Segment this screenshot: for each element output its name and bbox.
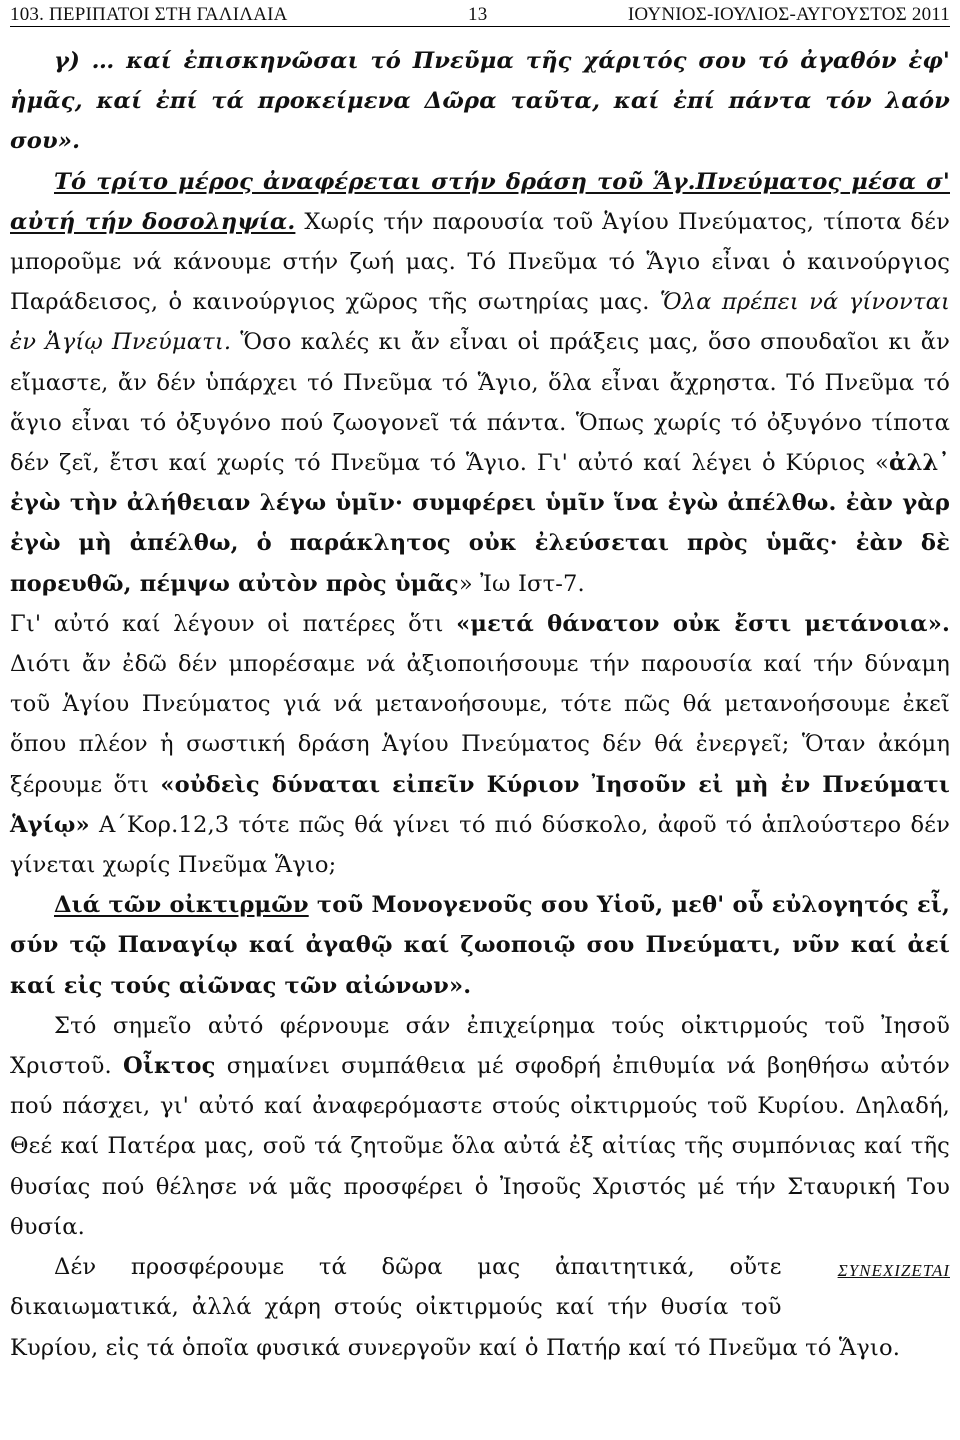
page-number: 13: [468, 4, 488, 25]
paragraph-text: Ὅσο καλές κι ἄν εἶναι οἱ πράξεις μας, ὅσο σπουδαῖοι κι ἄν εἴμαστε, ἄν δέν ὑπάρχει τό Πνεῦμα τό Ἅγιο, ὅλα εἶναι ἄχρηστα. Τό Πνεῦμα τό ἅγιο εἶναι τό ὀξυγόνο πού ζωογονεῖ τά πάντα. Ὅπως χωρίς τό ὀξυγόνο τίποτα δέν ζεῖ, ἔτσι καί χωρίς τό Πνεῦμα τό Ἅγιο. Γι' αὐτό καί λέγει ὁ Κύριος «: [10, 329, 951, 477]
prayer-quote-paragraph: [10, 41, 950, 162]
paragraph-text: Χωρίς τήν παρουσία τοῦ Ἁγίου Πνεύματος, τίποτα δέν μποροῦμε νά κάνουμε στήν ζωή μας. Τό Πνεῦμα τό Ἅγιο εἶναι ὁ καινούργιος Παράδεισος, ὁ καινούργιος χῶρος τῆς σωτηρίας μας.: [10, 208, 950, 316]
corinthians-quote: «οὐδεὶς δύναται εἰπεῖν Κύριον Ἰησοῦν εἰ μὴ ἐν Πνεύματι Ἁγίῳ»: [10, 771, 950, 838]
issue-date: ΙΟΥΝΙΟΣ-ΙΟΥΛΙΟΣ-ΑΥΓΟΥΣΤΟΣ 2011: [627, 4, 950, 25]
paragraph-text: Γι' αὐτό καί λέγουν οἱ πατέρες ὅτι: [10, 610, 457, 637]
doxology-text: τοῦ Μονογενοῦς σου Υἱοῦ, μεθ' οὗ εὐλογητός εἶ, σύν τῷ Παναγίῳ καί ἀγαθῷ καί ζωοποιῷ σου Πνεύματι, νῦν καί ἀεί καί εἰς τούς αἰῶνας τῶν αἰώνων».: [10, 892, 950, 999]
paragraph-text: Α΄Κορ.12,3 τότε πῶς θά γίνει τό πιό δύσκολο, ἀφοῦ τό ἁπλούστερο δέν γίνεται χωρίς Πνεῦμα Ἅγιο;: [10, 811, 950, 879]
doxology-underlined: Διά τῶν οἰκτιρμῶν: [54, 892, 309, 919]
paragraph-text: Διότι ἄν ἐδῶ δέν μπορέσαμε νά ἀξιοποιήσουμε τήν παρουσία καί τήν δύναμη τοῦ Ἁγίου Πνεύματος γιά νά μετανοήσουμε, τότε πῶς θά μετανοήσουμε ἐκεῖ ὅπου πλέον ἡ σωστική δράση Ἁγίου Πνεύματος δέν θά ἐνεργεῖ; Ὅταν ἀκόμη ξέρουμε ὅτι: [10, 651, 950, 798]
section-heading: Τό τρίτο μέρος ἀναφέρεται στήν δράση τοῦ Ἅγ.Πνεύματος μέσα σ' αὐτή τήν δοσοληψία.: [10, 168, 950, 235]
doxology-paragraph: [10, 885, 950, 1006]
gifts-paragraph: [10, 1247, 950, 1368]
paragraph-text: » Ἰω Ιστ-7.: [458, 570, 585, 597]
prayer-quote: γ) … καί ἐπισκηνῶσαι τό Πνεῦμα τῆς χάριτός σου τό ἀγαθόν ἐφ' ἡμᾶς, καί ἐπί τά προκείμενα Δῶρα ταῦτα, καί ἐπί πάντα τόν λαόν σου».: [10, 48, 950, 155]
mercies-paragraph: [10, 1006, 950, 1247]
paragraph-text: σημαίνει συμπάθεια μέ σφοδρή ἐπιθυμία νά βοηθήσω αὐτόν πού πάσχει, γι' αὐτό καί ἀναφερόμαστε στούς οἰκτιρμούς τοῦ Κυρίου. Δηλαδή, Θεέ καί Πατέρα μας, σοῦ τά ζητοῦμε ὅλα αὐτά ἐξ αἰτίας τῆς συμπόνιας καί τῆς θυσίας πού θέλησε νά μᾶς προσφέρει ὁ Ἰησοῦς Χριστός μέ τήν Σταυρική Του θυσία.: [10, 1053, 950, 1240]
publication-title: 103. ΠΕΡΙΠΑΤΟΙ ΣΤΗ ΓΑΛΙΛΑΙΑ: [10, 4, 288, 25]
paragraph-text: Στό σημεῖο αὐτό φέρνουμε σάν ἐπιχείρημα τούς οἰκτιρμούς τοῦ Ἰησοῦ Χριστοῦ.: [10, 1012, 950, 1080]
italic-emphasis: Ὅλα πρέπει νά γίνονται ἐν Ἁγίῳ Πνεύματι.: [10, 289, 950, 356]
gospel-quote: ἀλλ᾽ ἐγὼ τὴν ἀλήθειαν λέγω ὑμῖν· συμφέρει ὑμῖν ἵνα ἐγὼ ἀπέλθω. ἐὰν γὰρ ἐγὼ μὴ ἀπέλθω, ὁ παράκλητος οὐκ ἐλεύσεται πρὸς ὑμᾶς· ἐὰν δὲ πορευθῶ, πέμψω αὐτὸν πρὸς ὑμᾶς: [10, 450, 950, 597]
third-part-paragraph: [10, 162, 950, 604]
page-header: [10, 0, 950, 27]
continue-label: ΣΥΝΕΧΙΖΕΤΑΙ: [837, 1261, 950, 1281]
fathers-quote: «μετά θάνατον οὐκ ἔστι μετάνοια».: [456, 610, 950, 637]
paragraph-text: Δέν προσφέρουμε τά δῶρα μας ἀπαιτητικά, οὔτε δικαιωματικά, ἀλλά χάρη στούς οἰκτιρμούς καί τήν θυσία τοῦ Κυρίου, εἰς τά ὁποῖα φυσικά συνεργοῦν καί ὁ Πατήρ καί τό Πνεῦμα τό Ἅγιο.: [10, 1254, 901, 1361]
article-body: [10, 41, 950, 1368]
bold-term: Οἶκτος: [123, 1053, 216, 1080]
fathers-paragraph: [10, 604, 950, 885]
